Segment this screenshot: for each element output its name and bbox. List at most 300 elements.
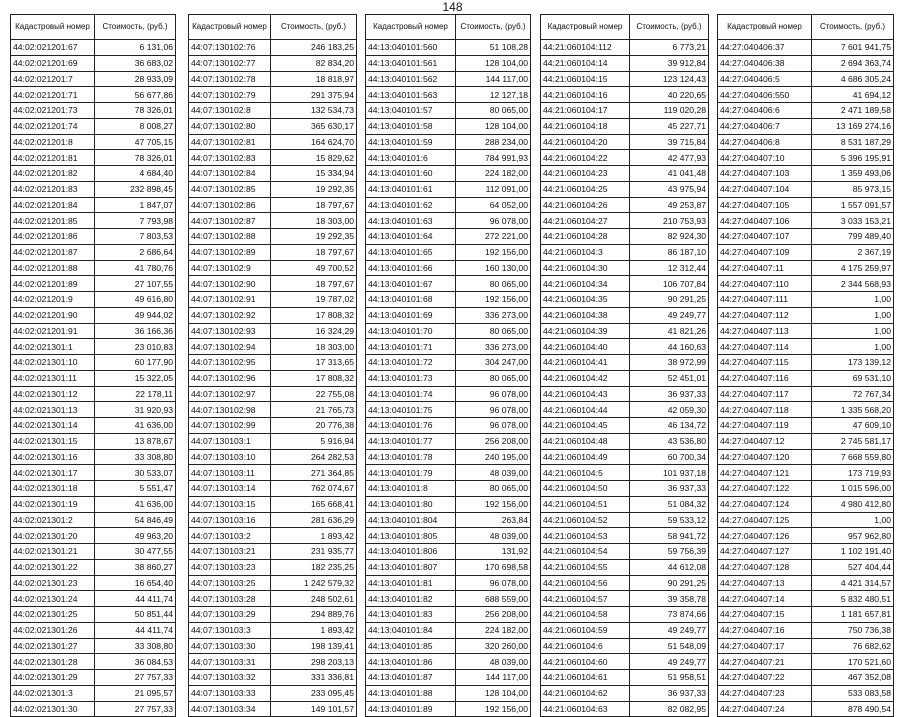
table-row bbox=[366, 591, 531, 607]
cadastral-number-cell: 44:07:130103:25 bbox=[189, 575, 271, 591]
table-row bbox=[541, 465, 709, 481]
table-row bbox=[718, 528, 894, 544]
table-row bbox=[189, 701, 357, 717]
cadastral-number-cell: 44:02:021201:82 bbox=[11, 166, 95, 182]
table-row bbox=[718, 244, 894, 260]
cadastral-number-cell: 44:02:021201:7 bbox=[11, 71, 95, 87]
cost-cell: 64 052,00 bbox=[456, 197, 531, 213]
cadastral-number-cell: 44:13:040101:563 bbox=[366, 87, 456, 103]
cost-cell: 18 818,97 bbox=[271, 71, 357, 87]
cadastral-number-cell: 44:13:040101:6 bbox=[366, 150, 456, 166]
cadastral-number-cell: 44:07:130102:87 bbox=[189, 213, 271, 229]
table-row bbox=[718, 575, 894, 591]
cost-cell: 128 104,00 bbox=[456, 55, 531, 71]
cadastral-number-cell: 44:02:021201:69 bbox=[11, 55, 95, 71]
cadastral-number-cell: 44:13:040101:72 bbox=[366, 355, 456, 371]
cadastral-number-cell: 44:07:130103:29 bbox=[189, 607, 271, 623]
cost-cell: 80 065,00 bbox=[456, 481, 531, 497]
table-row bbox=[541, 449, 709, 465]
cadastral-number-cell: 44:27:040406:37 bbox=[718, 40, 812, 56]
cost-cell: 96 078,00 bbox=[456, 418, 531, 434]
table-row bbox=[541, 229, 709, 245]
cost-cell: 44 612,08 bbox=[630, 559, 709, 575]
cost-cell: 320 260,00 bbox=[456, 638, 531, 654]
cadastral-number-cell: 44:21:060104:43 bbox=[541, 386, 630, 402]
table-row bbox=[541, 512, 709, 528]
table-row bbox=[718, 402, 894, 418]
cost-cell: 224 182,00 bbox=[456, 622, 531, 638]
cost-cell: 291 375,94 bbox=[271, 87, 357, 103]
cadastral-number-cell: 44:27:040407:107 bbox=[718, 229, 812, 245]
cost-cell: 19 292,35 bbox=[271, 229, 357, 245]
cadastral-number-cell: 44:07:130102:98 bbox=[189, 402, 271, 418]
cost-cell: 44 411,74 bbox=[95, 622, 176, 638]
cadastral-number-cell: 44:07:130102:78 bbox=[189, 71, 271, 87]
table-row bbox=[541, 355, 709, 371]
table-row bbox=[189, 654, 357, 670]
cost-cell: 878 490,54 bbox=[812, 701, 894, 717]
cadastral-number-cell: 44:21:060104:44 bbox=[541, 402, 630, 418]
cadastral-number-cell: 44:13:040101:77 bbox=[366, 433, 456, 449]
cadastral-number-cell: 44:02:021301:13 bbox=[11, 402, 95, 418]
cadastral-number-cell: 44:07:130103:33 bbox=[189, 685, 271, 701]
table-row bbox=[366, 197, 531, 213]
cadastral-number-cell: 44:21:060104:52 bbox=[541, 512, 630, 528]
table-row bbox=[541, 638, 709, 654]
cadastral-number-cell: 44:02:021301:20 bbox=[11, 528, 95, 544]
cadastral-number-cell: 44:21:060104:25 bbox=[541, 181, 630, 197]
cost-cell: 41 694,12 bbox=[812, 87, 894, 103]
table-row bbox=[366, 528, 531, 544]
table-row bbox=[718, 622, 894, 638]
cost-cell: 304 247,00 bbox=[456, 355, 531, 371]
table-row bbox=[541, 55, 709, 71]
table-row bbox=[11, 213, 176, 229]
table-row bbox=[718, 181, 894, 197]
cadastral-number-cell: 44:07:130102:99 bbox=[189, 418, 271, 434]
cadastral-number-cell: 44:02:021201:88 bbox=[11, 260, 95, 276]
cadastral-number-cell: 44:13:040101:76 bbox=[366, 418, 456, 434]
cost-cell: 52 451,01 bbox=[630, 370, 709, 386]
table-row bbox=[541, 622, 709, 638]
cadastral-number-cell: 44:21:060104:6 bbox=[541, 638, 630, 654]
cadastral-number-cell: 44:07:130102:89 bbox=[189, 244, 271, 260]
table-row bbox=[541, 181, 709, 197]
cost-cell: 13 169 274,16 bbox=[812, 118, 894, 134]
cadastral-number-cell: 44:27:040407:109 bbox=[718, 244, 812, 260]
cadastral-number-cell: 44:02:021201:91 bbox=[11, 323, 95, 339]
table-row bbox=[366, 701, 531, 717]
table-row bbox=[189, 402, 357, 418]
table-row bbox=[189, 370, 357, 386]
table-row bbox=[189, 181, 357, 197]
table-row bbox=[189, 465, 357, 481]
cadastral-number-cell: 44:02:021201:90 bbox=[11, 307, 95, 323]
cadastral-number-cell: 44:13:040101:560 bbox=[366, 40, 456, 56]
cadastral-number-cell: 44:27:040407:127 bbox=[718, 544, 812, 560]
header-cadastral-number: Кадастровый номер bbox=[189, 15, 271, 40]
cost-cell: 19 292,35 bbox=[271, 181, 357, 197]
table-row bbox=[189, 386, 357, 402]
table-row bbox=[189, 481, 357, 497]
cadastral-number-cell: 44:02:021301:10 bbox=[11, 355, 95, 371]
cadastral-number-cell: 44:27:040407:23 bbox=[718, 685, 812, 701]
table-row bbox=[541, 276, 709, 292]
cost-cell: 41 636,00 bbox=[95, 418, 176, 434]
table-row bbox=[11, 654, 176, 670]
cost-cell: 123 124,43 bbox=[630, 71, 709, 87]
table-row bbox=[11, 701, 176, 717]
table-row bbox=[718, 339, 894, 355]
cadastral-number-cell: 44:07:130102:77 bbox=[189, 55, 271, 71]
cadastral-number-cell: 44:21:060104:26 bbox=[541, 197, 630, 213]
table-row bbox=[541, 528, 709, 544]
cost-cell: 59 756,39 bbox=[630, 544, 709, 560]
cost-cell: 46 134,72 bbox=[630, 418, 709, 434]
table-row bbox=[366, 244, 531, 260]
table-row bbox=[718, 607, 894, 623]
table-row bbox=[718, 166, 894, 182]
cost-cell: 54 846,49 bbox=[95, 512, 176, 528]
cost-cell: 96 078,00 bbox=[456, 402, 531, 418]
table-row bbox=[189, 307, 357, 323]
cadastral-number-cell: 44:07:130103:30 bbox=[189, 638, 271, 654]
cadastral-number-cell: 44:13:040101:61 bbox=[366, 181, 456, 197]
cost-cell: 36 937,33 bbox=[630, 481, 709, 497]
cadastral-number-cell: 44:07:130102:97 bbox=[189, 386, 271, 402]
cost-cell: 165 668,41 bbox=[271, 496, 357, 512]
cost-cell: 76 682,62 bbox=[812, 638, 894, 654]
table-row bbox=[718, 229, 894, 245]
cost-cell: 799 489,40 bbox=[812, 229, 894, 245]
table-row bbox=[11, 134, 176, 150]
cost-cell: 69 531,10 bbox=[812, 370, 894, 386]
table-row bbox=[11, 622, 176, 638]
table-row bbox=[718, 55, 894, 71]
cadastral-number-cell: 44:21:060104:40 bbox=[541, 339, 630, 355]
cadastral-number-cell: 44:27:040407:113 bbox=[718, 323, 812, 339]
cost-cell: 17 808,32 bbox=[271, 307, 357, 323]
cadastral-number-cell: 44:21:060104:54 bbox=[541, 544, 630, 560]
cost-cell: 288 234,00 bbox=[456, 134, 531, 150]
cadastral-number-cell: 44:02:021301:24 bbox=[11, 591, 95, 607]
table-row bbox=[366, 496, 531, 512]
table-row bbox=[718, 544, 894, 560]
cadastral-number-cell: 44:21:060104:59 bbox=[541, 622, 630, 638]
table-row bbox=[366, 654, 531, 670]
cost-cell: 5 916,94 bbox=[271, 433, 357, 449]
cost-cell: 1 335 568,20 bbox=[812, 402, 894, 418]
cadastral-number-cell: 44:21:060104:61 bbox=[541, 670, 630, 686]
cost-cell: 12 127,18 bbox=[456, 87, 531, 103]
cadastral-number-cell: 44:13:040101:64 bbox=[366, 229, 456, 245]
table-row bbox=[11, 449, 176, 465]
table-row bbox=[366, 638, 531, 654]
table-row bbox=[11, 166, 176, 182]
cadastral-number-cell: 44:07:130102:9 bbox=[189, 260, 271, 276]
table-row bbox=[541, 307, 709, 323]
table-row bbox=[11, 386, 176, 402]
table-row bbox=[11, 575, 176, 591]
table-row bbox=[541, 575, 709, 591]
cost-cell: 298 203,13 bbox=[271, 654, 357, 670]
table-header-row bbox=[718, 15, 894, 40]
cadastral-number-cell: 44:13:040101:81 bbox=[366, 575, 456, 591]
cadastral-number-cell: 44:27:040406:550 bbox=[718, 87, 812, 103]
cost-cell: 51 084,32 bbox=[630, 496, 709, 512]
cost-cell: 78 326,01 bbox=[95, 103, 176, 119]
cost-cell: 16 654,40 bbox=[95, 575, 176, 591]
cadastral-number-cell: 44:21:060104:42 bbox=[541, 370, 630, 386]
table-row bbox=[189, 496, 357, 512]
cadastral-number-cell: 44:02:021301:18 bbox=[11, 481, 95, 497]
cost-cell: 18 303,00 bbox=[271, 213, 357, 229]
table-row bbox=[718, 481, 894, 497]
table-row bbox=[541, 591, 709, 607]
cadastral-number-cell: 44:13:040101:66 bbox=[366, 260, 456, 276]
cost-cell: 40 220,65 bbox=[630, 87, 709, 103]
cadastral-number-cell: 44:27:040406:6 bbox=[718, 103, 812, 119]
cost-cell: 688 559,00 bbox=[456, 591, 531, 607]
table-row bbox=[366, 544, 531, 560]
cadastral-number-cell: 44:02:021201:71 bbox=[11, 87, 95, 103]
cadastral-number-cell: 44:07:130102:88 bbox=[189, 229, 271, 245]
cadastral-number-cell: 44:02:021201:83 bbox=[11, 181, 95, 197]
table-header-row bbox=[11, 15, 176, 40]
table-row bbox=[11, 433, 176, 449]
table-row bbox=[189, 339, 357, 355]
cost-cell: 7 803,53 bbox=[95, 229, 176, 245]
table-row bbox=[11, 355, 176, 371]
cadastral-number-cell: 44:13:040101:805 bbox=[366, 528, 456, 544]
cadastral-number-cell: 44:27:040407:121 bbox=[718, 465, 812, 481]
cadastral-number-cell: 44:07:130102:8 bbox=[189, 103, 271, 119]
table-row bbox=[366, 307, 531, 323]
cost-cell: 2 694 363,74 bbox=[812, 55, 894, 71]
cadastral-number-cell: 44:21:060104:55 bbox=[541, 559, 630, 575]
table-row bbox=[541, 103, 709, 119]
cost-cell: 80 065,00 bbox=[456, 370, 531, 386]
table-row bbox=[366, 402, 531, 418]
cost-cell: 1 015 596,00 bbox=[812, 481, 894, 497]
table-row bbox=[718, 213, 894, 229]
cost-cell: 30 533,07 bbox=[95, 465, 176, 481]
cost-cell: 173 139,12 bbox=[812, 355, 894, 371]
cost-cell: 16 324,29 bbox=[271, 323, 357, 339]
table-row bbox=[189, 622, 357, 638]
cost-cell: 1 847,07 bbox=[95, 197, 176, 213]
table-row bbox=[11, 370, 176, 386]
table-row bbox=[189, 229, 357, 245]
cost-cell: 1,00 bbox=[812, 512, 894, 528]
cost-cell: 8 531 187,29 bbox=[812, 134, 894, 150]
table-row bbox=[541, 402, 709, 418]
table-row bbox=[366, 370, 531, 386]
cadastral-number-cell: 44:27:040407:21 bbox=[718, 654, 812, 670]
table-row bbox=[366, 323, 531, 339]
cost-cell: 6 773,21 bbox=[630, 40, 709, 56]
table-row bbox=[366, 685, 531, 701]
cost-cell: 1 893,42 bbox=[271, 528, 357, 544]
table-row bbox=[541, 370, 709, 386]
cost-cell: 27 757,33 bbox=[95, 670, 176, 686]
table-row bbox=[11, 150, 176, 166]
cost-cell: 256 208,00 bbox=[456, 433, 531, 449]
cadastral-number-cell: 44:07:130102:96 bbox=[189, 370, 271, 386]
cost-cell: 72 767,34 bbox=[812, 386, 894, 402]
table-row bbox=[718, 323, 894, 339]
cost-cell: 18 303,00 bbox=[271, 339, 357, 355]
table-row bbox=[541, 71, 709, 87]
cadastral-table-4 bbox=[540, 14, 709, 717]
table-row bbox=[11, 528, 176, 544]
cost-cell: 41 636,00 bbox=[95, 496, 176, 512]
cadastral-number-cell: 44:02:021301:29 bbox=[11, 670, 95, 686]
table-row bbox=[366, 670, 531, 686]
cadastral-number-cell: 44:07:130103:11 bbox=[189, 465, 271, 481]
cost-cell: 192 156,00 bbox=[456, 244, 531, 260]
cadastral-number-cell: 44:27:040407:122 bbox=[718, 481, 812, 497]
table-row bbox=[541, 134, 709, 150]
table-row bbox=[541, 544, 709, 560]
cadastral-number-cell: 44:13:040101:85 bbox=[366, 638, 456, 654]
cadastral-table-5 bbox=[717, 14, 894, 717]
cost-cell: 248 502,61 bbox=[271, 591, 357, 607]
cadastral-number-cell: 44:27:040406:7 bbox=[718, 118, 812, 134]
cadastral-number-cell: 44:21:060104:14 bbox=[541, 55, 630, 71]
cost-cell: 2 745 581,17 bbox=[812, 433, 894, 449]
cost-cell: 38 972,99 bbox=[630, 355, 709, 371]
cadastral-number-cell: 44:27:040407:15 bbox=[718, 607, 812, 623]
cost-cell: 336 273,00 bbox=[456, 307, 531, 323]
table-row bbox=[11, 512, 176, 528]
table-row bbox=[11, 40, 176, 56]
table-row bbox=[541, 118, 709, 134]
cadastral-number-cell: 44:21:060104:62 bbox=[541, 685, 630, 701]
table-row bbox=[189, 166, 357, 182]
header-cost: Стоимость, (руб.) bbox=[812, 15, 894, 40]
cost-cell: 56 677,86 bbox=[95, 87, 176, 103]
cost-cell: 43 975,94 bbox=[630, 181, 709, 197]
cadastral-number-cell: 44:02:021301:17 bbox=[11, 465, 95, 481]
table-row bbox=[11, 103, 176, 119]
cadastral-number-cell: 44:13:040101:806 bbox=[366, 544, 456, 560]
table-row bbox=[541, 244, 709, 260]
table-header-row bbox=[189, 15, 357, 40]
cadastral-number-cell: 44:07:130103:3 bbox=[189, 622, 271, 638]
cost-cell: 1 242 579,32 bbox=[271, 575, 357, 591]
cost-cell: 33 308,80 bbox=[95, 638, 176, 654]
table-row bbox=[366, 607, 531, 623]
table-row bbox=[189, 512, 357, 528]
table-row bbox=[366, 229, 531, 245]
cadastral-number-cell: 44:27:040407:24 bbox=[718, 701, 812, 717]
cost-cell: 82 924,30 bbox=[630, 229, 709, 245]
table-row bbox=[366, 339, 531, 355]
cost-cell: 192 156,00 bbox=[456, 496, 531, 512]
table-row bbox=[11, 87, 176, 103]
cost-cell: 96 078,00 bbox=[456, 386, 531, 402]
table-row bbox=[366, 87, 531, 103]
cadastral-number-cell: 44:13:040101:8 bbox=[366, 481, 456, 497]
cadastral-number-cell: 44:13:040101:80 bbox=[366, 496, 456, 512]
cost-cell: 27 757,33 bbox=[95, 701, 176, 717]
page-number: 148 bbox=[442, 0, 463, 14]
table-row bbox=[11, 292, 176, 308]
cadastral-number-cell: 44:21:060104:22 bbox=[541, 150, 630, 166]
table-row bbox=[718, 276, 894, 292]
cadastral-number-cell: 44:07:130103:10 bbox=[189, 449, 271, 465]
table-row bbox=[541, 323, 709, 339]
table-row bbox=[11, 197, 176, 213]
cost-cell: 20 776,38 bbox=[271, 418, 357, 434]
cadastral-number-cell: 44:07:130102:90 bbox=[189, 276, 271, 292]
cadastral-number-cell: 44:13:040101:75 bbox=[366, 402, 456, 418]
table-row bbox=[541, 418, 709, 434]
cadastral-number-cell: 44:21:060104:45 bbox=[541, 418, 630, 434]
cadastral-number-cell: 44:13:040101:59 bbox=[366, 134, 456, 150]
table-row bbox=[189, 638, 357, 654]
table-row bbox=[11, 496, 176, 512]
table-row bbox=[189, 118, 357, 134]
cadastral-number-cell: 44:27:040407:11 bbox=[718, 260, 812, 276]
cost-cell: 1 893,42 bbox=[271, 622, 357, 638]
cadastral-number-cell: 44:07:130103:28 bbox=[189, 591, 271, 607]
cadastral-number-cell: 44:27:040407:111 bbox=[718, 292, 812, 308]
cadastral-number-cell: 44:07:130102:80 bbox=[189, 118, 271, 134]
cadastral-number-cell: 44:27:040407:16 bbox=[718, 622, 812, 638]
table-row bbox=[718, 134, 894, 150]
table-row bbox=[189, 591, 357, 607]
cost-cell: 1,00 bbox=[812, 292, 894, 308]
table-row bbox=[718, 638, 894, 654]
cadastral-number-cell: 44:02:021201:67 bbox=[11, 40, 95, 56]
cadastral-number-cell: 44:21:060104:28 bbox=[541, 229, 630, 245]
cost-cell: 272 221,00 bbox=[456, 229, 531, 245]
table-row bbox=[718, 103, 894, 119]
cadastral-number-cell: 44:13:040101:83 bbox=[366, 607, 456, 623]
cadastral-number-cell: 44:13:040101:84 bbox=[366, 622, 456, 638]
cost-cell: 48 039,00 bbox=[456, 654, 531, 670]
table-row bbox=[718, 559, 894, 575]
table-row bbox=[11, 402, 176, 418]
cost-cell: 2 686,64 bbox=[95, 244, 176, 260]
cost-cell: 42 059,30 bbox=[630, 402, 709, 418]
cost-cell: 246 183,25 bbox=[271, 40, 357, 56]
table-row bbox=[366, 559, 531, 575]
table-row bbox=[718, 496, 894, 512]
cadastral-number-cell: 44:21:060104:30 bbox=[541, 260, 630, 276]
cost-cell: 527 404,44 bbox=[812, 559, 894, 575]
cost-cell: 2 344 568,93 bbox=[812, 276, 894, 292]
cost-cell: 49 963,20 bbox=[95, 528, 176, 544]
table-row bbox=[541, 654, 709, 670]
cadastral-number-cell: 44:13:040101:78 bbox=[366, 449, 456, 465]
cost-cell: 7 668 559,80 bbox=[812, 449, 894, 465]
cost-cell: 44 411,74 bbox=[95, 591, 176, 607]
cadastral-number-cell: 44:02:021301:1 bbox=[11, 339, 95, 355]
cadastral-table-1 bbox=[10, 14, 176, 717]
table-row bbox=[718, 118, 894, 134]
table-row bbox=[366, 134, 531, 150]
table-row bbox=[366, 118, 531, 134]
table-row bbox=[189, 71, 357, 87]
cost-cell: 4 980 412,80 bbox=[812, 496, 894, 512]
cadastral-number-cell: 44:02:021301:30 bbox=[11, 701, 95, 717]
table-row bbox=[11, 307, 176, 323]
table-row bbox=[718, 654, 894, 670]
cadastral-number-cell: 44:21:060104:58 bbox=[541, 607, 630, 623]
